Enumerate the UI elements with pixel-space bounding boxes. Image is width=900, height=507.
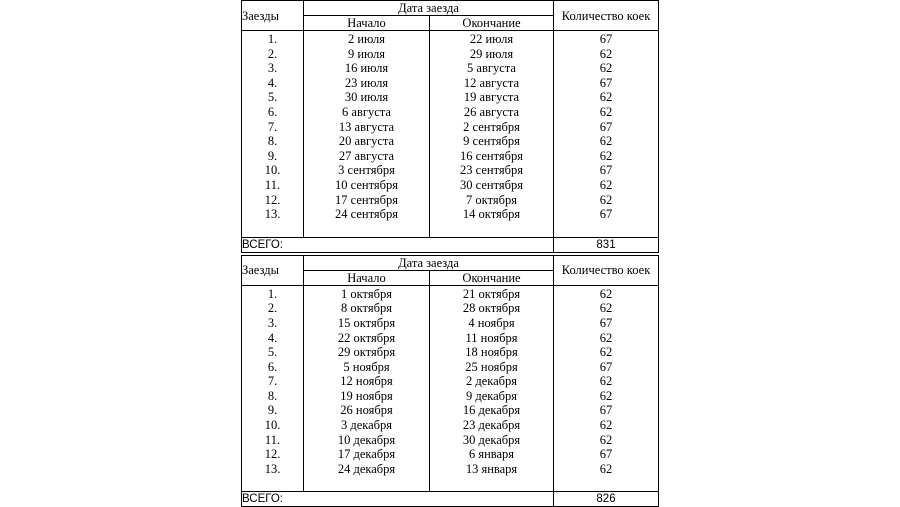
end-date: 11 ноября: [430, 331, 554, 346]
start-date: 17 сентября: [304, 193, 430, 208]
beds-header: Количество коек: [554, 1, 659, 31]
end-date: 21 октября: [430, 285, 554, 301]
table-row: [242, 149, 659, 164]
beds-count: 62: [599, 46, 613, 61]
arrival-number: 5.: [267, 345, 278, 360]
beds-header: Количество коек: [554, 255, 659, 285]
arrival-number: 9.: [267, 403, 278, 418]
beds-count: 62: [599, 134, 613, 149]
beds-count: 62: [599, 192, 613, 207]
table-row: [242, 418, 659, 433]
start-date: 3 сентября: [304, 163, 430, 178]
arrival-number: 8.: [267, 134, 278, 149]
start-date: 20 августа: [304, 134, 430, 149]
beds-count: 62: [599, 330, 613, 345]
table-row: [242, 76, 659, 91]
arrival-number: 8.: [267, 388, 278, 403]
arrival-number: 10.: [264, 418, 281, 433]
end-date: 26 августа: [430, 105, 554, 120]
start-date: 24 сентября: [304, 207, 430, 222]
end-date: 22 июля: [430, 31, 554, 47]
start-header: Начало: [304, 16, 430, 31]
beds-count: 62: [599, 177, 613, 192]
start-date: 26 ноября: [304, 403, 430, 418]
arrival-number: 1.: [267, 286, 278, 301]
start-date: 23 июля: [304, 76, 430, 91]
start-header: Начало: [304, 270, 430, 285]
beds-count: 62: [599, 345, 613, 360]
start-date: 16 июля: [304, 61, 430, 76]
end-date: 5 августа: [430, 61, 554, 76]
start-date: 15 октября: [304, 316, 430, 331]
table-row: [242, 285, 659, 301]
arrival-number: 2.: [267, 46, 278, 61]
start-date: 2 июля: [304, 31, 430, 47]
beds-count: 62: [599, 104, 613, 119]
arrival-number: 11.: [264, 432, 281, 447]
arrivals-table-2: [241, 255, 659, 507]
beds-count: 67: [599, 359, 613, 374]
arrival-number: 6.: [267, 104, 278, 119]
table-row: [242, 61, 659, 76]
table-row: [242, 374, 659, 389]
total-value: 826: [554, 492, 659, 507]
arrival-number: 2.: [267, 301, 278, 316]
beds-count: 62: [599, 418, 613, 433]
table-row: [242, 331, 659, 346]
beds-count: 67: [599, 447, 613, 462]
arrival-number: 4.: [267, 75, 278, 90]
table-row: [242, 345, 659, 360]
arrival-number: 10.: [264, 163, 281, 178]
end-date: 30 сентября: [430, 178, 554, 193]
beds-count: 62: [599, 61, 613, 76]
beds-count: 67: [599, 75, 613, 90]
arrival-number: 4.: [267, 330, 278, 345]
arrival-number: 11.: [264, 177, 281, 192]
start-date: 17 декабря: [304, 447, 430, 462]
beds-count: 62: [599, 301, 613, 316]
start-date: 1 октября: [304, 285, 430, 301]
start-date: 12 ноября: [304, 374, 430, 389]
start-date: 13 августа: [304, 120, 430, 135]
table-row: [242, 389, 659, 404]
end-date: 12 августа: [430, 76, 554, 91]
arrivals-header: Заезды: [242, 255, 304, 285]
start-date: 8 октября: [304, 301, 430, 316]
end-date: 28 октября: [430, 301, 554, 316]
beds-count: 67: [599, 315, 613, 330]
end-date: 2 декабря: [430, 374, 554, 389]
end-date: 25 ноября: [430, 360, 554, 375]
arrival-number: 13.: [264, 207, 281, 222]
end-date: 23 декабря: [430, 418, 554, 433]
end-date: 23 сентября: [430, 163, 554, 178]
beds-count: 62: [599, 286, 613, 301]
table-row: [242, 120, 659, 135]
total-value: 831: [554, 237, 659, 252]
arrival-number: 5.: [267, 90, 278, 105]
arrival-number: 7.: [267, 119, 278, 134]
table-row: [242, 193, 659, 208]
arrival-number: 12.: [264, 447, 281, 462]
end-date: 6 января: [430, 447, 554, 462]
beds-count: 62: [599, 148, 613, 163]
table-row: [242, 360, 659, 375]
arrival-number: 6.: [267, 359, 278, 374]
table-row: [242, 134, 659, 149]
table-row: [242, 316, 659, 331]
table-row: [242, 433, 659, 448]
end-header: Окончание: [430, 16, 554, 31]
end-date: 19 августа: [430, 90, 554, 105]
table-row: [242, 90, 659, 105]
beds-count: 62: [599, 461, 613, 476]
arrivals-schedule-document: [241, 0, 659, 507]
end-date: 2 сентября: [430, 120, 554, 135]
table-row: [242, 47, 659, 62]
start-date: 30 июля: [304, 90, 430, 105]
end-date: 16 сентября: [430, 149, 554, 164]
beds-count: 67: [599, 403, 613, 418]
table-row: [242, 207, 659, 222]
end-date: 9 сентября: [430, 134, 554, 149]
end-date: 16 декабря: [430, 403, 554, 418]
start-date: 9 июля: [304, 47, 430, 62]
arrival-date-header: Дата заезда: [304, 1, 554, 16]
start-date: 3 декабря: [304, 418, 430, 433]
arrival-date-header: Дата заезда: [304, 255, 554, 270]
end-date: 9 декабря: [430, 389, 554, 404]
table-row: [242, 31, 659, 47]
end-date: 14 октября: [430, 207, 554, 222]
start-date: 22 октября: [304, 331, 430, 346]
beds-count: 62: [599, 432, 613, 447]
beds-count: 62: [599, 388, 613, 403]
end-date: 30 декабря: [430, 433, 554, 448]
table-row: [242, 163, 659, 178]
beds-count: 62: [599, 90, 613, 105]
arrival-number: 3.: [267, 61, 278, 76]
end-date: 7 октября: [430, 193, 554, 208]
end-date: 13 января: [430, 462, 554, 477]
arrival-number: 12.: [264, 192, 281, 207]
arrival-number: 3.: [267, 315, 278, 330]
beds-count: 67: [599, 119, 613, 134]
beds-count: 67: [599, 32, 613, 46]
arrivals-table-1: [241, 0, 659, 253]
arrival-number: 13.: [264, 461, 281, 476]
arrival-number: 7.: [267, 374, 278, 389]
start-date: 6 августа: [304, 105, 430, 120]
start-date: 29 октября: [304, 345, 430, 360]
table-row: [242, 178, 659, 193]
total-label: ВСЕГО:: [242, 492, 554, 507]
start-date: 24 декабря: [304, 462, 430, 477]
total-label: ВСЕГО:: [242, 237, 554, 252]
total-row: [242, 492, 659, 507]
arrival-number: 1.: [267, 32, 278, 46]
table-row: [242, 301, 659, 316]
end-date: 4 ноября: [430, 316, 554, 331]
arrivals-header: Заезды: [242, 1, 304, 31]
start-date: 5 ноября: [304, 360, 430, 375]
table-row: [242, 447, 659, 462]
start-date: 10 сентября: [304, 178, 430, 193]
table-row: [242, 403, 659, 418]
table-row: [242, 105, 659, 120]
table-row: [242, 462, 659, 477]
start-date: 10 декабря: [304, 433, 430, 448]
arrival-number: 9.: [267, 148, 278, 163]
beds-count: 62: [599, 374, 613, 389]
end-header: Окончание: [430, 270, 554, 285]
beds-count: 67: [599, 163, 613, 178]
beds-count: 67: [599, 207, 613, 222]
end-date: 29 июля: [430, 47, 554, 62]
start-date: 27 августа: [304, 149, 430, 164]
total-row: [242, 237, 659, 252]
end-date: 18 ноября: [430, 345, 554, 360]
start-date: 19 ноября: [304, 389, 430, 404]
